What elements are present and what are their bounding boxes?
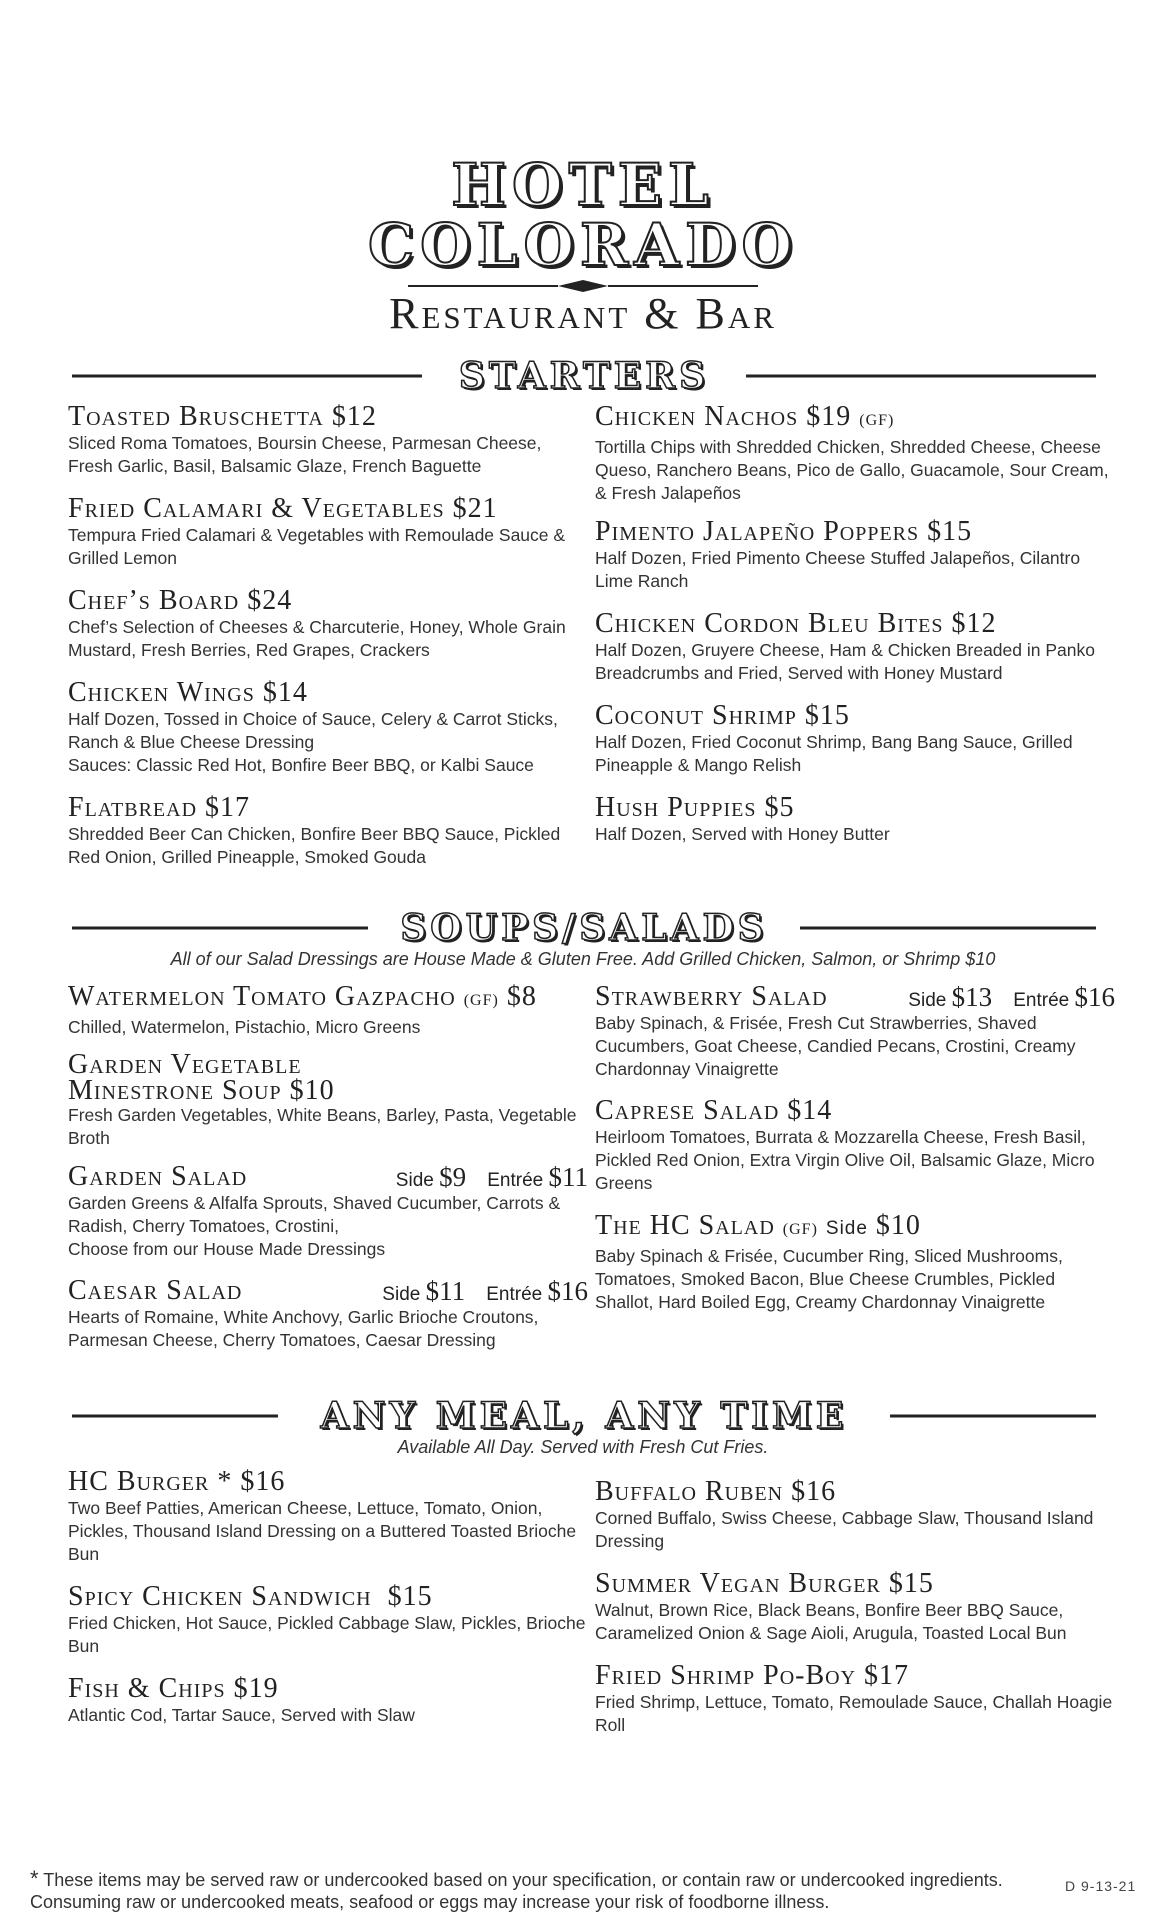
item-description: Fried Chicken, Hot Sauce, Pickled Cabbage Slaw, Pickles, Brioche Bun — [68, 1613, 586, 1656]
section-heading-any-meal — [72, 1396, 1096, 1436]
menu-item-chicken-nachos — [595, 402, 1115, 505]
item-sauces: Sauces: Classic Red Hot, Bonfire Beer BBQ, or Kalbi Sauce — [68, 755, 534, 775]
item-description: Chilled, Watermelon, Pistachio, Micro Greens — [68, 1017, 421, 1037]
item-description: Half Dozen, Served with Honey Butter — [595, 824, 890, 844]
item-description: Baby Spinach & Frisée, Cucumber Ring, Sliced Mushrooms, Tomatoes, Smoked Bacon, Blue Cheese Crumbles, Pickled Shallot, Hard Boiled Egg, Creamy Chardonnay Vinaigrette — [595, 1246, 1063, 1312]
side-price: $10 — [875, 1210, 921, 1241]
menu-version-code: D 9-13-21 — [1065, 1878, 1137, 1894]
section-title: ANY MEAL, ANY TIME — [320, 1395, 848, 1437]
gluten-free-tag: (GF) — [859, 412, 895, 429]
brand-title-line2: COLORADO — [367, 211, 798, 279]
item-name: Spicy Chicken Sandwich $15 — [68, 1581, 433, 1612]
menu-item-flatbread — [68, 793, 588, 869]
item-name: Toasted Bruschetta $12 — [68, 401, 377, 432]
item-description: Walnut, Brown Rice, Black Beans, Bonfire Beer BBQ Sauce, Caramelized Onion & Sage Aioli, Arugula, Toasted Local Bun — [595, 1600, 1067, 1643]
item-name-line2: Minestrone Soup $10 — [68, 1075, 335, 1106]
item-description: Half Dozen, Gruyere Cheese, Ham & Chicken Breaded in Panko Breadcrumbs and Fried, Served with Honey Mustard — [595, 640, 1095, 683]
item-description: Hearts of Romaine, White Anchovy, Garlic Brioche Croutons, Parmesan Cheese, Cherry Tomatoes, Caesar Dressing — [68, 1307, 539, 1350]
menu-item-cordon-bleu — [595, 609, 1115, 685]
side-price: $11 — [425, 1276, 466, 1306]
menu-item-hush-puppies — [595, 793, 1115, 846]
side-label: Side — [825, 1218, 868, 1239]
item-description: Two Beef Patties, American Cheese, Lettuce, Tomato, Onion, Pickles, Thousand Island Dressing on a Buttered Toasted Brioche Bun — [68, 1498, 577, 1564]
section-title: SOUPS/SALADS — [400, 907, 768, 949]
entree-price: $16 — [547, 1276, 588, 1306]
item-name: Coconut Shrimp $15 — [595, 700, 850, 731]
item-name: Hush Puppies $5 — [595, 792, 795, 823]
side-label: Side — [382, 1284, 421, 1305]
menu-item-caprese-salad — [595, 1096, 1115, 1195]
item-name: Chef’s Board $24 — [68, 585, 293, 616]
item-price: $8 — [506, 981, 537, 1012]
raw-food-disclaimer — [30, 1868, 1010, 1913]
item-description: Tortilla Chips with Shredded Chicken, Shredded Cheese, Cheese Queso, Ranchero Beans, Pico de Gallo, Guacamole, Sour Cream, & Fresh Jalapeños — [595, 437, 1109, 503]
item-description: Garden Greens & Alfalfa Sprouts, Shaved Cucumber, Carrots & Radish, Cherry Tomatoes, Crostini, — [68, 1193, 561, 1236]
side-label: Side — [395, 1170, 434, 1191]
item-name: Caesar Salad — [68, 1275, 243, 1306]
item-description: Baby Spinach, & Frisée, Fresh Cut Strawberries, Shaved Cucumbers, Goat Cheese, Candied Pecans, Crostini, Creamy Chardonnay Vinaigrette — [595, 1013, 1076, 1079]
menu-item-calamari — [68, 494, 588, 570]
disclaimer-text: These items may be served raw or undercooked based on your specification, or contain raw or undercooked ingredients. Consuming raw or undercooked meats, seafood or eggs may increase your risk of foodborne illness. — [30, 1870, 1003, 1912]
item-name: The HC Salad (GF) Side $10 — [595, 1210, 921, 1241]
menu-item-spicy-chicken-sandwich — [68, 1582, 588, 1658]
item-name: Strawberry Salad — [595, 981, 828, 1012]
item-description: Fresh Garden Vegetables, White Beans, Barley, Pasta, Vegetable Broth — [68, 1105, 577, 1148]
side-label: Side — [908, 990, 947, 1011]
menu-item-chefs-board — [68, 586, 588, 662]
menu-item-garden-salad — [68, 1162, 588, 1261]
brand-title-line1: HOTEL — [451, 151, 715, 219]
item-name: Garden Salad — [68, 1161, 248, 1192]
item-name-line1: Garden Vegetable — [68, 1049, 302, 1080]
menu-item-fish-and-chips — [68, 1674, 588, 1727]
item-size-prices — [908, 982, 1115, 1016]
item-description: Chef’s Selection of Cheeses & Charcuterie, Honey, Whole Grain Mustard, Fresh Berries, Red Grapes, Crackers — [68, 617, 566, 660]
menu-item-jalapeno-poppers — [595, 517, 1115, 593]
menu-item-strawberry-salad — [595, 982, 1115, 1081]
menu-item-gazpacho — [68, 982, 588, 1039]
entree-label: Entrée — [486, 1284, 543, 1305]
item-description: Half Dozen, Tossed in Choice of Sauce, Celery & Carrot Sticks, Ranch & Blue Cheese Dressing — [68, 709, 558, 752]
section-note-dressings: All of our Salad Dressings are House Made & Gluten Free. Add Grilled Chicken, Salmon, or Shrimp $10 — [170, 949, 996, 969]
entree-price: $16 — [1074, 982, 1115, 1012]
item-description: Tempura Fried Calamari & Vegetables with Remoulade Sauce & Grilled Lemon — [68, 525, 566, 568]
item-size-prices — [396, 1162, 588, 1196]
menu-item-chicken-wings — [68, 678, 588, 777]
menu-item-vegan-burger — [595, 1569, 1115, 1645]
menu-item-hc-salad — [595, 1211, 1115, 1314]
item-description: Half Dozen, Fried Coconut Shrimp, Bang Bang Sauce, Grilled Pineapple & Mango Relish — [595, 732, 1073, 775]
item-description: Sliced Roma Tomatoes, Boursin Cheese, Parmesan Cheese, Fresh Garlic, Basil, Balsamic Glaze, French Baguette — [68, 433, 542, 476]
item-name: Chicken Nachos $19 (GF) — [595, 401, 895, 432]
item-description-extra: Choose from our House Made Dressings — [68, 1239, 386, 1259]
item-name: Summer Vegan Burger $15 — [595, 1568, 934, 1599]
menu-item-minestrone — [68, 1049, 588, 1150]
section-title: STARTERS — [458, 355, 710, 397]
item-name: HC Burger * $16 — [68, 1466, 286, 1497]
section-heading-starters — [72, 356, 1096, 396]
entree-price: $11 — [548, 1162, 588, 1192]
gluten-free-tag: (GF) — [463, 992, 499, 1009]
item-description: Shredded Beer Can Chicken, Bonfire Beer BBQ Sauce, Pickled Red Onion, Grilled Pineapple, Smoked Gouda — [68, 824, 561, 867]
section-heading-soups-salads — [72, 908, 1096, 948]
menu-item-buffalo-ruben — [595, 1477, 1115, 1553]
entree-label: Entrée — [487, 1170, 544, 1191]
item-name: Pimento Jalapeño Poppers $15 — [595, 516, 973, 547]
asterisk-marker: * — [30, 1866, 39, 1891]
item-description: Corned Buffalo, Swiss Cheese, Cabbage Slaw, Thousand Island Dressing — [595, 1508, 1094, 1551]
item-name: Flatbread $17 — [68, 792, 251, 823]
item-name: Fried Shrimp Po-Boy $17 — [595, 1660, 910, 1691]
item-description: Atlantic Cod, Tartar Sauce, Served with Slaw — [68, 1705, 415, 1725]
brand-subtitle: Restaurant & Bar — [389, 289, 777, 338]
item-name: Fish & Chips $19 — [68, 1673, 279, 1704]
gluten-free-tag: (GF) — [782, 1221, 818, 1238]
menu-item-coconut-shrimp — [595, 701, 1115, 777]
menu-item-hc-burger — [68, 1467, 588, 1566]
item-name: Buffalo Ruben $16 — [595, 1476, 837, 1507]
section-note-available: Available All Day. Served with Fresh Cut Fries. — [397, 1437, 769, 1457]
item-description: Half Dozen, Fried Pimento Cheese Stuffed Jalapeños, Cilantro Lime Ranch — [595, 548, 1081, 591]
item-name: Caprese Salad $14 — [595, 1095, 833, 1126]
item-description: Heirloom Tomatoes, Burrata & Mozzarella Cheese, Fresh Basil, Pickled Red Onion, Extra Virgin Olive Oil, Balsamic Glaze, Micro Greens — [595, 1127, 1095, 1193]
side-price: $13 — [951, 982, 993, 1012]
item-name: Chicken Cordon Bleu Bites $12 — [595, 608, 997, 639]
side-price: $9 — [439, 1162, 467, 1192]
item-size-prices — [382, 1276, 588, 1310]
menu-item-bruschetta — [68, 402, 588, 478]
item-name: Fried Calamari & Vegetables $21 — [68, 493, 498, 524]
item-description: Fried Shrimp, Lettuce, Tomato, Remoulade Sauce, Challah Hoagie Roll — [595, 1692, 1113, 1735]
entree-label: Entrée — [1013, 990, 1070, 1011]
item-name: Watermelon Tomato Gazpacho (GF) $8 — [68, 981, 537, 1012]
item-name: Chicken Wings $14 — [68, 677, 308, 708]
menu-item-caesar-salad — [68, 1276, 588, 1352]
menu-item-shrimp-po-boy — [595, 1661, 1115, 1737]
